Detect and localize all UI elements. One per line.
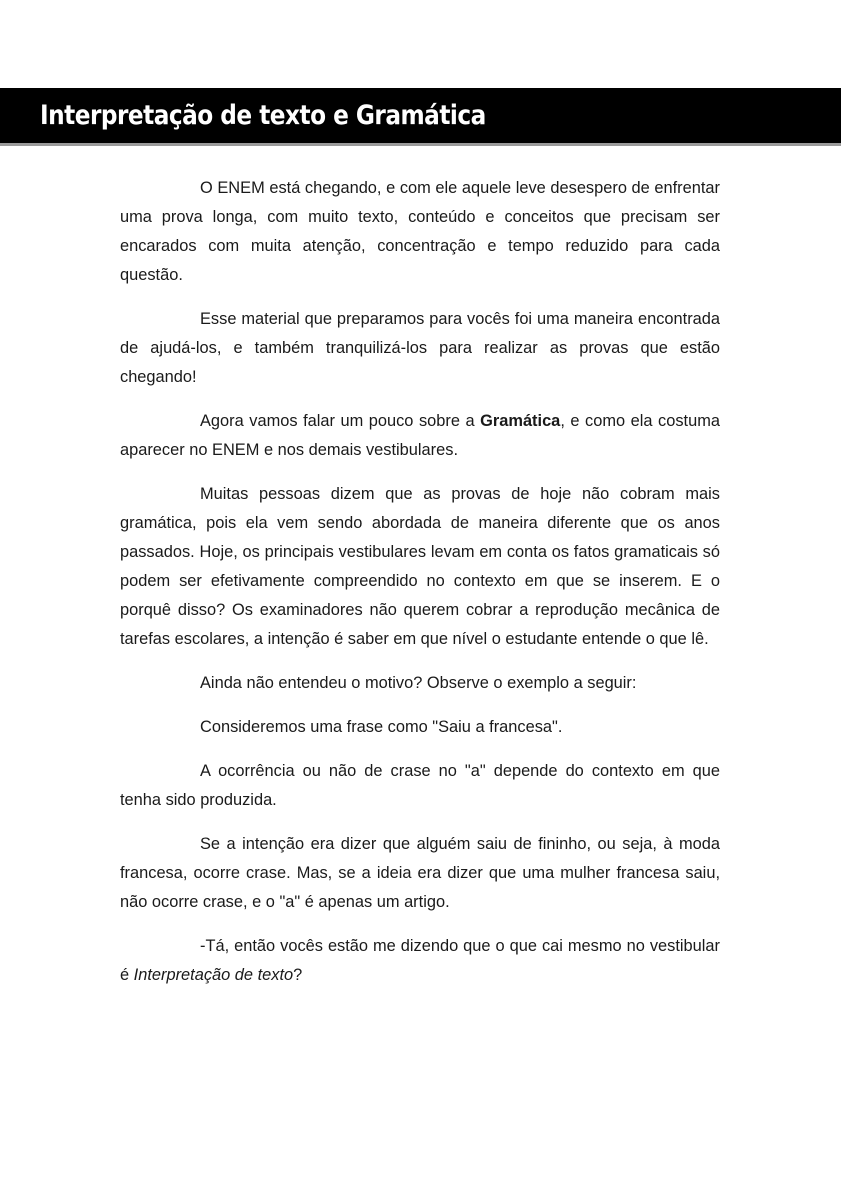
paragraph-intencao: Se a intenção era dizer que alguém saiu de fininho, ou seja, à moda francesa, ocorre crase. Mas, se a ideia era dizer que uma mulher francesa saiu, não ocorre crase, e o "a" é apenas um artigo. — [120, 835, 720, 911]
text-segment: ? — [293, 966, 303, 984]
text-segment: -Tá, então vocês estão me dizendo que o que cai mesmo no vestibular é — [120, 937, 720, 984]
paragraph-crase: A ocorrência ou não de crase no "a" depende do contexto em que tenha sido produzida. — [120, 762, 720, 809]
paragraph-motivo: Ainda não entendeu o motivo? Observe o exemplo a seguir: — [200, 674, 637, 692]
paragraph-material: Esse material que preparamos para vocês foi uma maneira encontrada de ajudá-los, e também tranquilizá-los para realizar as provas que estão chegando! — [120, 310, 720, 386]
bold-term: Gramática — [480, 412, 561, 430]
paragraph-gramatica — [120, 407, 720, 465]
paragraph-provas: Muitas pessoas dizem que as provas de hoje não cobram mais gramática, pois ela vem sendo abordada de maneira diferente que os anos passados. Hoje, os principais vestibulares levam em conta os fatos gramaticais só podem ser efetivamente compreendido no contexto em que se inserem. E o porquê disso? Os examinadores não querem cobrar a reprodução mecânica de tarefas escolares, a intenção é saber em que nível o estudante entende o que lê. — [120, 485, 720, 648]
text-segment: Agora vamos falar um pouco sobre a — [200, 412, 481, 430]
paragraph-intro: O ENEM está chegando, e com ele aquele leve desespero de enfrentar uma prova longa, com muito texto, conteúdo e conceitos que precisam ser encarados com muita atenção, concentração e tempo reduzido para cada questão. — [120, 179, 720, 284]
page-title: Interpretação de texto e Gramática — [40, 100, 486, 131]
paragraph-vestibular — [120, 932, 720, 990]
text-segment: , e como ela costuma aparecer no ENEM e nos demais vestibulares. — [120, 412, 720, 459]
italic-term: Interpretação de texto — [133, 966, 294, 984]
document-body — [120, 174, 720, 1005]
header-bar — [0, 88, 841, 146]
paragraph-frase: Consideremos uma frase como "Saiu a francesa". — [200, 718, 563, 736]
